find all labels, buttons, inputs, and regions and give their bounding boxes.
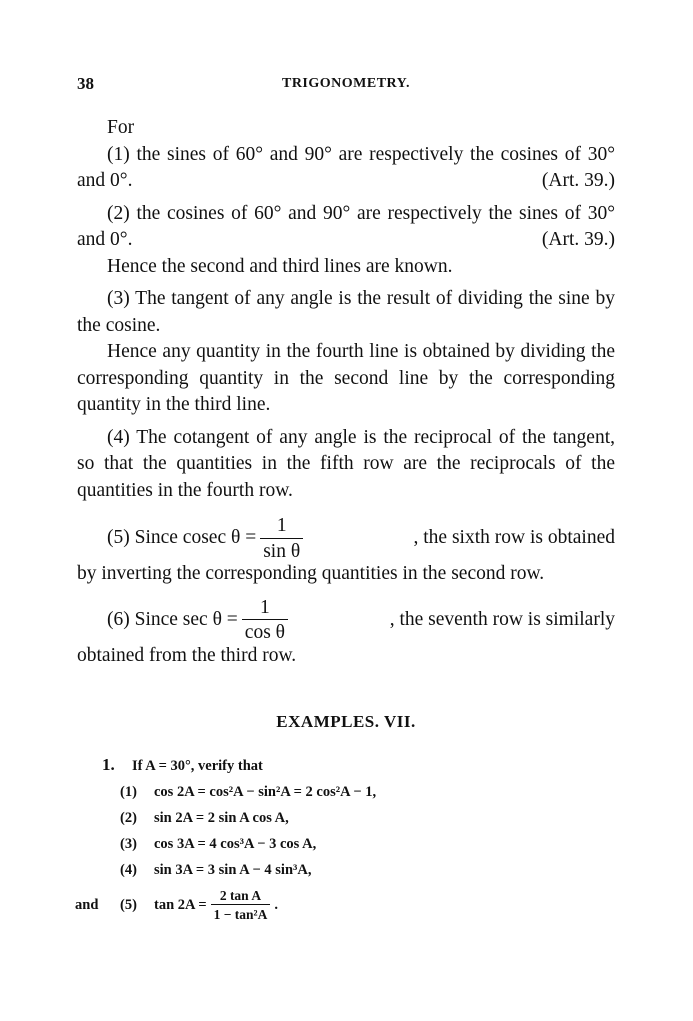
example-number: 1. bbox=[102, 754, 115, 774]
para-7-formula bbox=[107, 516, 307, 561]
example-item-label: (1) bbox=[120, 783, 137, 800]
example-item-text: cos 2A = cos²A − sin²A = 2 cos²A − 1, bbox=[154, 783, 377, 800]
examples-title: EXAMPLES. VII. bbox=[276, 712, 416, 731]
para-3: Hence the second and third lines are known. bbox=[107, 255, 453, 277]
para-2-text: (2) the cosines of 60° and 90° are respectively the sines of 30° and 0°. bbox=[77, 202, 615, 250]
fraction-numerator: 1 bbox=[260, 596, 270, 618]
example-and: and bbox=[75, 897, 99, 913]
example-item-text: cos 3A = 4 cos³A − 3 cos A, bbox=[154, 835, 317, 852]
para-for: For bbox=[107, 117, 135, 138]
example-item-label: (3) bbox=[120, 835, 137, 852]
example-item bbox=[120, 805, 615, 831]
fraction-cosec bbox=[260, 516, 303, 561]
example-item-text: sin 3A = 3 sin A − 4 sin³A, bbox=[154, 861, 312, 878]
example-item-label: (2) bbox=[120, 809, 137, 826]
para-7-post: , the sixth row is obtained bbox=[413, 527, 615, 549]
fraction-numerator: 1 bbox=[276, 515, 287, 536]
example-item bbox=[120, 779, 615, 805]
para-2-ref: (Art. 39.) bbox=[541, 229, 615, 250]
para-8-cont: obtained from the third row. bbox=[77, 644, 297, 666]
para-1 bbox=[77, 142, 615, 195]
examples-list bbox=[77, 752, 615, 922]
example-last-post: . bbox=[274, 897, 278, 913]
example-question-1 bbox=[102, 752, 615, 779]
para-1-text: (1) the sines of 60° and 90° are respectively the cosines of 30° and 0°. bbox=[77, 143, 615, 191]
page-header bbox=[77, 74, 615, 100]
example-item-last bbox=[75, 889, 615, 922]
fraction-denominator: sin θ bbox=[260, 538, 303, 562]
example-item-label: (5) bbox=[120, 897, 137, 913]
example-item-text: sin 2A = 2 sin A cos A, bbox=[154, 809, 289, 826]
para-8-post: , the seventh row is similarly bbox=[389, 608, 615, 630]
fraction-denominator: cos θ bbox=[242, 619, 288, 643]
para-8-formula bbox=[107, 598, 292, 643]
fraction-sec bbox=[242, 598, 288, 643]
para-8-line bbox=[77, 598, 615, 643]
page-number: 38 bbox=[77, 74, 94, 93]
fraction-numerator: 2 tan A bbox=[219, 887, 262, 903]
para-4: (3) The tangent of any angle is the result of dividing the sine by the cosine. bbox=[77, 288, 615, 336]
para-5: Hence any quantity in the fourth line is obtained by dividing the corresponding quantity in the second line by the corresponding quantity in the third line. bbox=[77, 341, 615, 415]
fraction-tan2a bbox=[211, 889, 271, 922]
example-item bbox=[120, 831, 615, 857]
para-2 bbox=[77, 201, 615, 254]
para-7-pre: (5) Since cosec θ = bbox=[107, 527, 257, 549]
para-8-pre: (6) Since sec θ = bbox=[107, 608, 238, 630]
example-item bbox=[120, 857, 615, 883]
para-1-ref: (Art. 39.) bbox=[541, 170, 615, 191]
para-7-line bbox=[77, 516, 615, 561]
fraction-denominator: 1 − tan²A bbox=[211, 904, 271, 922]
running-title: TRIGONOMETRY. bbox=[281, 76, 410, 91]
para-7-cont: by inverting the corresponding quantities in the second row. bbox=[77, 563, 545, 584]
example-last-pre: tan 2A = bbox=[154, 897, 207, 913]
example-item-label: (4) bbox=[120, 861, 137, 878]
page-body bbox=[77, 115, 615, 922]
example-question-text: If A = 30°, verify that bbox=[132, 757, 263, 774]
para-6: (4) The cotangent of any angle is the reciprocal of the tangent, so that the quantities in the fifth row are the reciprocals of the quantities in the fourth row. bbox=[77, 426, 615, 501]
